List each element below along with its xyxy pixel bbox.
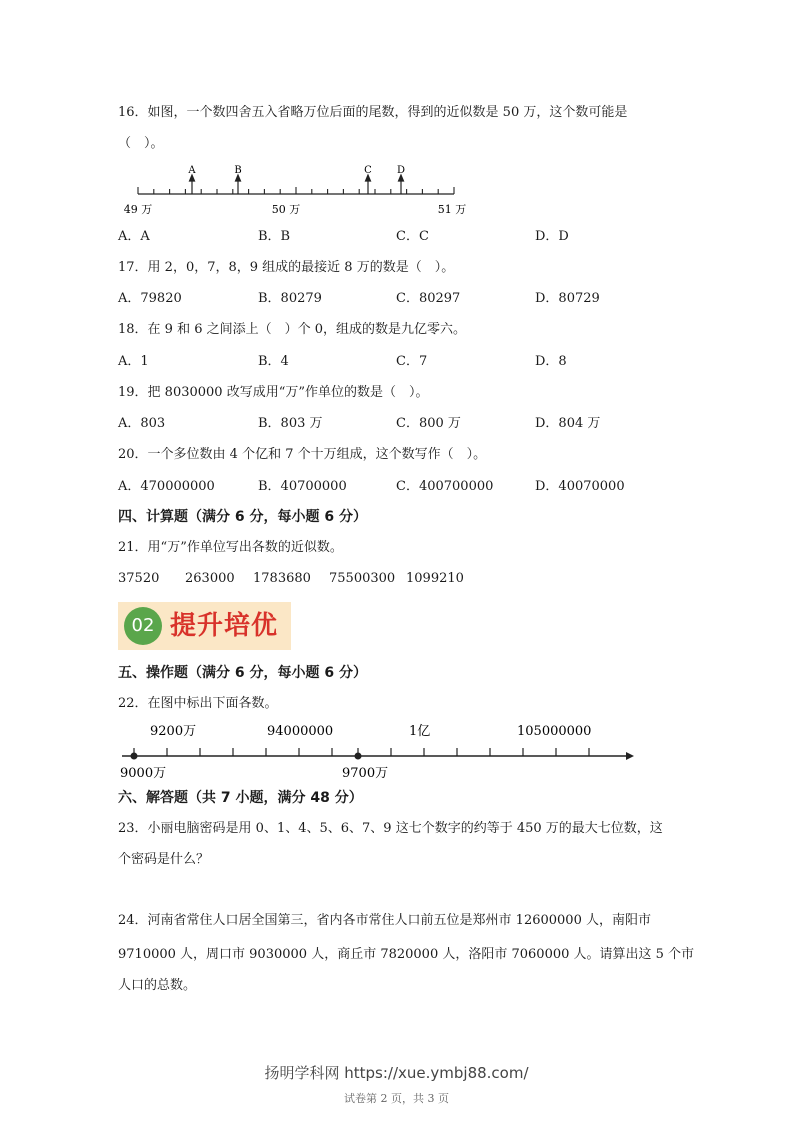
q19-option-c: C．800 万 bbox=[396, 416, 461, 431]
section-5-heading: 五、操作题（满分 6 分，每小题 6 分） bbox=[118, 665, 367, 681]
q20-option-a: A．470000000 bbox=[118, 479, 215, 494]
q20-option-d: D．40070000 bbox=[535, 479, 625, 494]
marker-c-label: C bbox=[364, 165, 372, 176]
q18-option-d: D．8 bbox=[535, 354, 567, 369]
marker-b bbox=[236, 175, 241, 194]
marker-a bbox=[190, 175, 195, 194]
q20-text: 20．一个多位数由 4 个亿和 7 个十万组成，这个数写作（ ）。 bbox=[118, 447, 487, 462]
q21-number-3: 1783680 bbox=[253, 571, 311, 586]
q21-number-2: 263000 bbox=[185, 571, 235, 586]
q24-line-3: 人口的总数。 bbox=[118, 978, 197, 993]
q24-line-2: 9710000 人，周口市 9030000 人，商丘市 7820000 人，洛阳市 7060000 人。请算出这 5 个市 bbox=[118, 947, 695, 962]
marker-c bbox=[366, 175, 371, 194]
q22-number-line bbox=[110, 720, 650, 782]
q16-text: 16．如图，一个数四舍五入省略万位后面的尾数，得到的近似数是 50 万，这个数可能是 bbox=[118, 105, 628, 120]
q24-line-1: 24．河南省常住人口居全国第三，省内各市常住人口前五位是郑州市 12600000 人，南阳市 bbox=[118, 913, 651, 928]
q22-bottom-label-2: 9700万 bbox=[342, 766, 389, 781]
q21-number-4: 75500300 bbox=[329, 571, 396, 586]
q23-line-2: 个密码是什么？ bbox=[118, 852, 210, 867]
q18-option-a: A．1 bbox=[118, 354, 149, 369]
q16-blank: （ ）。 bbox=[118, 136, 164, 151]
q22-bottom-label-1: 9000万 bbox=[120, 766, 167, 781]
marker-a-label: A bbox=[188, 165, 196, 176]
q22-top-label-1: 9200万 bbox=[150, 724, 197, 739]
q21-number-5: 1099210 bbox=[406, 571, 464, 586]
q21-text: 21．用“万”作单位写出各数的近似数。 bbox=[118, 540, 343, 555]
section-6-heading: 六、解答题（共 7 小题，满分 48 分） bbox=[118, 790, 363, 806]
marker-d-label: D bbox=[396, 165, 406, 176]
q18-option-b: B．4 bbox=[258, 354, 289, 369]
q16-option-b: B．B bbox=[258, 229, 291, 244]
banner-title: 提升培优 bbox=[170, 611, 279, 641]
q22-point-9700wan bbox=[355, 753, 362, 760]
number-line-ticks bbox=[138, 187, 454, 194]
section-4-heading: 四、计算题（满分 6 分，每小题 6 分） bbox=[118, 509, 367, 525]
q21-number-1: 37520 bbox=[118, 571, 160, 586]
q17-text: 17．用 2，0，7，8，9 组成的最接近 8 万的数是（ ）。 bbox=[118, 260, 455, 275]
q22-ticks bbox=[134, 748, 589, 756]
q22-top-label-2: 94000000 bbox=[267, 724, 334, 739]
q22-text: 22．在图中标出下面各数。 bbox=[118, 696, 278, 711]
q23-line-1: 23．小丽电脑密码是用 0、1、4、5、6、7、9 这七个数字的约等于 450 万的最大七位数，这 bbox=[118, 821, 663, 836]
q22-axis-arrow bbox=[626, 752, 634, 760]
q17-option-d: D．80729 bbox=[535, 291, 600, 306]
q22-point-9000wan bbox=[131, 753, 138, 760]
q20-option-b: B．40700000 bbox=[258, 479, 347, 494]
marker-b-label: B bbox=[234, 165, 242, 176]
q16-option-a: A．A bbox=[118, 229, 150, 244]
q18-option-c: C．7 bbox=[396, 354, 428, 369]
section-banner bbox=[118, 602, 291, 650]
label-50wan: 50 万 bbox=[271, 203, 301, 216]
q19-option-a: A．803 bbox=[118, 416, 166, 431]
watermark: 扬明学科网 https://xue.ymbj88.com/ bbox=[264, 1064, 529, 1082]
q17-option-a: A．79820 bbox=[118, 291, 182, 306]
q17-option-c: C．80297 bbox=[396, 291, 461, 306]
q16-number-line bbox=[118, 160, 478, 220]
q17-option-b: B．80279 bbox=[258, 291, 322, 306]
q20-option-c: C．400700000 bbox=[396, 479, 494, 494]
q16-option-d: D．D bbox=[535, 229, 569, 244]
q19-option-d: D．804 万 bbox=[535, 416, 601, 431]
q22-top-label-3: 1亿 bbox=[409, 724, 431, 739]
q16-option-c: C．C bbox=[396, 229, 429, 244]
label-49wan: 49 万 bbox=[123, 203, 153, 216]
q22-top-label-4: 105000000 bbox=[517, 724, 592, 739]
label-51wan: 51 万 bbox=[437, 203, 467, 216]
q19-option-b: B．803 万 bbox=[258, 416, 323, 431]
banner-number-badge: 02 bbox=[124, 607, 162, 645]
page-number: 试卷第 2 页，共 3 页 bbox=[344, 1092, 449, 1105]
marker-d bbox=[399, 175, 404, 194]
q18-text: 18．在 9 和 6 之间添上（ ）个 0，组成的数是九亿零六。 bbox=[118, 322, 467, 337]
q19-text: 19．把 8030000 改写成用“万”作单位的数是（ ）。 bbox=[118, 385, 429, 400]
